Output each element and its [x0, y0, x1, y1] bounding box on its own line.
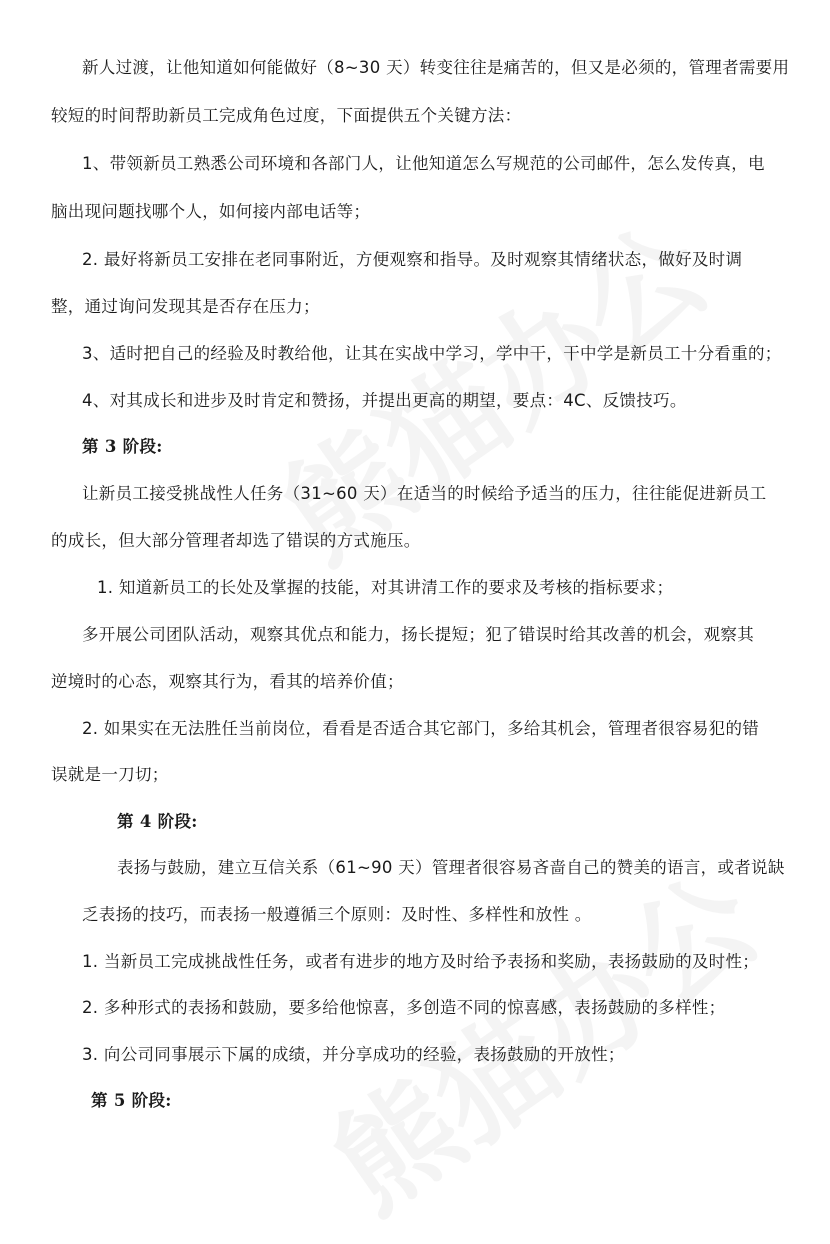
list-item-line: 1、带领新员工熟悉公司环境和各部门人，让他知道怎么写规范的公司邮件，怎么发传真，电 [82, 154, 765, 173]
list-item-line: 3. 向公司同事展示下属的成绩，并分享成功的经验，表扬鼓励的开放性； [82, 1045, 625, 1064]
list-item-line: 整，通过询问发现其是否存在压力； [51, 297, 320, 316]
paragraph-line: 乏表扬的技巧，而表扬一般遵循三个原则：及时性、多样性和放性 。 [82, 905, 592, 924]
list-item-line: 4、对其成长和进步及时肯定和赞扬，并提出更高的期望，要点：4C、反馈技巧。 [82, 391, 687, 410]
list-item-line: 3、适时把自己的经验及时教给他，让其在实战中学习，学中干，干中学是新员工十分看重的； [82, 344, 782, 363]
paragraph-line: 表扬与鼓励，建立互信关系（61~90 天）管理者很容易吝啬自己的赞美的语言，或者说缺 [117, 858, 785, 877]
paragraph-line: 新人过渡，让他知道如何能做好（8~30 天）转变往往是痛苦的，但又是必须的，管理者需要用 [82, 58, 790, 77]
list-item-line: 脑出现问题找哪个人，如何接内部电话等； [51, 202, 371, 221]
watermark [294, 828, 786, 1244]
section-heading: 第 4 阶段: [117, 812, 198, 831]
paragraph-line: 多开展公司团队活动，观察其优点和能力，扬长提短；犯了错误时给其改善的机会，观察其 [82, 625, 754, 644]
section-heading: 第 3 阶段: [82, 437, 163, 456]
section-heading: 第 5 阶段: [91, 1091, 172, 1110]
list-item-line: 2. 如果实在无法胜任当前岗位，看看是否适合其它部门，多给其机会，管理者很容易犯的错 [82, 719, 760, 738]
list-item-line: 1. 当新员工完成挑战性任务，或者有进步的地方及时给予表扬和奖励，表扬鼓励的及时性； [82, 952, 760, 971]
list-item-line: 误就是一刀切； [51, 765, 169, 784]
paragraph-line: 让新员工接受挑战性人任务（31~60 天）在适当的时候给予适当的压力，往往能促进新员工 [82, 484, 767, 503]
paragraph-line: 较短的时间帮助新员工完成角色过度，下面提供五个关键方法： [51, 106, 522, 125]
paragraph-line: 逆境时的心态，观察其行为，看其的培养价值； [51, 672, 404, 691]
list-item-line: 1. 知道新员工的长处及掌握的技能，对其讲清工作的要求及考核的指标要求； [97, 578, 674, 597]
list-item-line: 2. 多种形式的表扬和鼓励，要多给他惊喜，多创造不同的惊喜感，表扬鼓励的多样性； [82, 998, 726, 1017]
paragraph-line: 的成长，但大部分管理者却选了错误的方式施压。 [51, 531, 421, 550]
list-item-line: 2. 最好将新员工安排在老同事附近，方便观察和指导。及时观察其情绪状态，做好及时调 [82, 250, 743, 269]
